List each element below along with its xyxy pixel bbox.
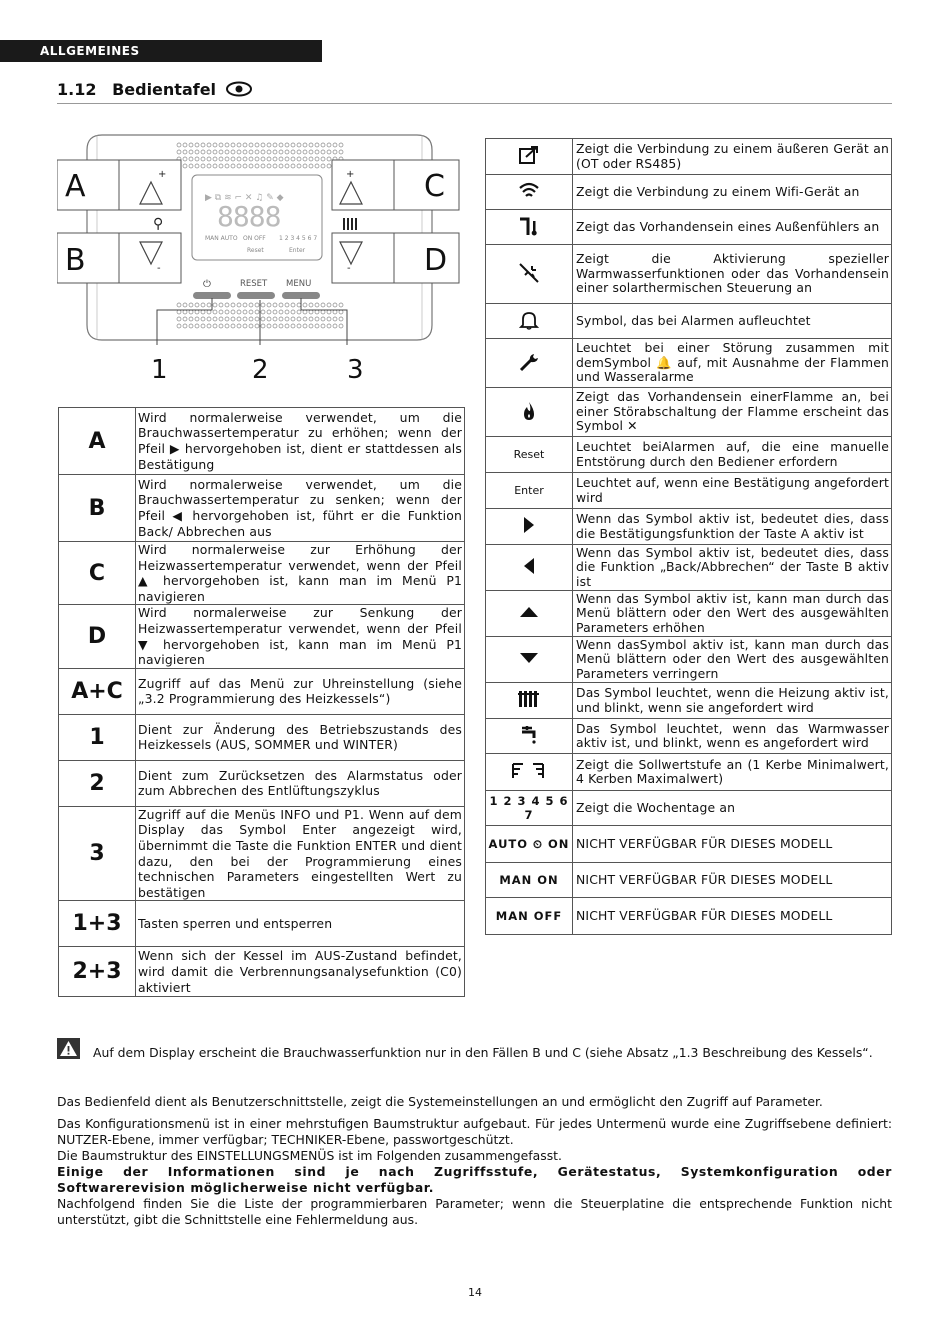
symbol-description: NICHT VERFÜGBAR FÜR DIESES MODELL xyxy=(573,898,892,935)
panel-label-a: A xyxy=(65,169,86,204)
paragraph: Das Konfigurationsmenü ist in einer mehrstufigen Baumstruktur aufgebaut. Für jedes Untermenü wurde eine Zugriffsebene definiert: NUTZER-Ebene, immer verfügbar; TECHNIKER-Ebene, passwortgeschützt. xyxy=(57,1116,892,1147)
symbol-cell xyxy=(486,437,573,473)
table-row xyxy=(59,408,465,475)
table-row xyxy=(486,304,892,339)
key-label: A xyxy=(59,408,136,475)
table-row xyxy=(59,947,465,997)
symbol-description: Wenn das Symbol aktiv ist, bedeutet dies, dass die Funktion „Back/Abbrechen“ der Taste B aktiv ist xyxy=(573,545,892,591)
symbol-cell xyxy=(486,304,573,339)
table-row xyxy=(486,898,892,935)
paragraph: Das Bedienfeld dient als Benutzerschnittstelle, zeigt die Systemeinstellungen an und ermöglicht den Zugriff auf Parameter. xyxy=(57,1094,823,1109)
power-icon: ⏻ xyxy=(203,279,211,290)
table-row xyxy=(486,683,892,719)
arrow-up-icon xyxy=(519,605,539,622)
display-enter-label: Enter xyxy=(289,247,306,254)
symbol-cell xyxy=(486,863,573,898)
reset-button-label: RESET xyxy=(240,279,268,289)
symbol-cell xyxy=(486,683,573,719)
panel-label-d: D xyxy=(424,243,448,278)
plus-sign-right: + xyxy=(346,169,355,180)
symbol-description: Das Symbol leuchtet, wenn das Warmwasser aktiv ist, und blinkt, wenn es angefordert wird xyxy=(573,719,892,754)
key-label: 1 xyxy=(59,714,136,760)
table-row xyxy=(59,806,465,901)
weekdays-icon: 1 2 3 4 5 6 7 xyxy=(489,794,569,822)
enter-icon: Enter xyxy=(514,484,544,497)
symbol-cell xyxy=(486,473,573,509)
key-description: Zugriff auf das Menü zur Uhreinstellung (siehe „3.2 Programmierung des Heizkessels“) xyxy=(136,668,465,714)
symbol-cell xyxy=(486,826,573,863)
symbol-cell xyxy=(486,791,573,826)
table-row xyxy=(486,591,892,637)
setpoint-level-icon xyxy=(511,761,547,784)
symbol-cell xyxy=(486,509,573,545)
key-description: Dient zur Änderung des Betriebszustands des Heizkessels (AUS, SOMMER und WINTER) xyxy=(136,714,465,760)
table-row xyxy=(59,542,465,605)
symbol-cell xyxy=(486,245,573,304)
key-description: Dient zum Zurücksetzen des Alarmstatus oder zum Abbrechen des Entlüftungszyklus xyxy=(136,760,465,806)
table-row xyxy=(486,791,892,826)
key-description: Wird normalerweise verwendet, um die Brauchwassertemperatur zu erhöhen; wenn der Pfeil ▶ hervorgehoben ist, dient er stattdessen als Bestätigung xyxy=(136,408,465,475)
symbol-cell xyxy=(486,898,573,935)
warning-text: Auf dem Display erscheint die Brauchwasserfunktion nur in den Fällen B und C (siehe Absatz „1.3 Beschreibung des Kessels“. xyxy=(93,1045,873,1060)
symbol-table xyxy=(485,138,892,935)
arrow-left-icon xyxy=(522,557,536,578)
paragraph: Nachfolgend finden Sie die Liste der programmierbaren Parameter; wenn die Steuerplatine die entsprechende Funktion nicht unterstützt, gibt die Schnittstelle eine Fehlermeldung aus. xyxy=(57,1196,892,1227)
symbol-cell xyxy=(486,591,573,637)
table-row xyxy=(59,605,465,668)
key-label: 2 xyxy=(59,760,136,806)
reset-icon: Reset xyxy=(513,448,545,461)
key-label: D xyxy=(59,605,136,668)
panel-label-c: C xyxy=(424,169,445,204)
table-row xyxy=(486,754,892,791)
heading-rule xyxy=(57,103,892,104)
symbol-cell xyxy=(486,139,573,175)
display-reset-label: Reset xyxy=(247,247,264,254)
symbol-description: Zeigt das Vorhandensein eines Außenfühlers an xyxy=(573,210,892,245)
symbol-cell xyxy=(486,637,573,683)
page-number: 14 xyxy=(468,1286,482,1299)
table-row xyxy=(486,245,892,304)
bell-icon xyxy=(519,310,539,333)
arrow-down-icon xyxy=(519,651,539,668)
key-description: Zugriff auf die Menüs INFO und P1. Wenn auf dem Display das Symbol Enter angezeigt wird, übernimmt die Taste die Funktion ENTER und dient dazu, den bei der Programmierung eines technischen Parameters eingestellten Wert zu bestätigen xyxy=(136,806,465,901)
symbol-cell xyxy=(486,719,573,754)
arrow-right-icon xyxy=(522,516,536,537)
table-row xyxy=(486,719,892,754)
key-label: C xyxy=(59,542,136,605)
paragraph-bold: Einige der Informationen sind je nach Zugriffsstufe, Gerätestatus, Systemkonfiguration oder Softwarerevision möglicherweise nicht verfügbar. xyxy=(57,1164,892,1195)
chapter-number: 1.12 xyxy=(57,80,97,99)
symbol-description: Leuchtet beiAlarmen auf, die eine manuelle Entstörung durch den Bediener erfordern xyxy=(573,437,892,473)
table-row xyxy=(486,175,892,210)
table-row xyxy=(59,760,465,806)
symbol-cell xyxy=(486,545,573,591)
eye-icon xyxy=(226,81,252,97)
table-row xyxy=(59,668,465,714)
key-function-table xyxy=(58,407,465,997)
symbol-description: Zeigt das Vorhandensein einerFlamme an, bei einer Störabschaltung der Flamme erscheint das Symbol ✕ xyxy=(573,388,892,437)
wifi-icon xyxy=(518,182,540,203)
body-text xyxy=(57,1094,892,1228)
solar-icon xyxy=(518,262,540,287)
power-button[interactable] xyxy=(193,292,231,299)
menu-button[interactable] xyxy=(282,292,320,299)
table-row xyxy=(486,388,892,437)
key-description: Wird normalerweise zur Erhöhung der Heizwassertemperatur verwendet, wenn der Pfeil ▲ hervorgehoben ist, kann man im Menü P1 navigieren xyxy=(136,542,465,605)
table-row xyxy=(486,437,892,473)
control-panel-diagram xyxy=(57,130,467,390)
symbol-description: Wenn das Symbol aktiv ist, kann man durch das Menü blättern oder den Wert des ausgewählten Parameters erhöhen xyxy=(573,591,892,637)
key-label: 3 xyxy=(59,806,136,901)
symbol-description: Leuchtet bei einer Störung zusammen mit demSymbol 🔔 auf, mit Ausnahme der Flammen und Wasseralarme xyxy=(573,339,892,388)
display-onoff-label: ON OFF xyxy=(243,235,266,242)
callout-3: 3 xyxy=(347,355,364,385)
section-header: ALLGEMEINES xyxy=(0,40,322,62)
symbol-cell xyxy=(486,175,573,210)
symbol-description: NICHT VERFÜGBAR FÜR DIESES MODELL xyxy=(573,863,892,898)
key-label: 2+3 xyxy=(59,947,136,997)
plus-sign-left: + xyxy=(158,169,167,180)
panel-label-b: B xyxy=(65,243,86,278)
table-row xyxy=(486,509,892,545)
menu-button-label: MENU xyxy=(286,279,312,289)
key-description: Wird normalerweise zur Senkung der Heizwassertemperatur verwendet, wenn der Pfeil ▼ hervorgehoben ist, kann man im Menü P1 navigieren xyxy=(136,605,465,668)
reset-button[interactable] xyxy=(237,292,275,299)
radiator-icon-panel xyxy=(343,218,357,230)
table-row xyxy=(486,339,892,388)
key-description: Wenn sich der Kessel im AUS-Zustand befindet, wird damit die Verbrennungsanalysefunktion (C0) aktiviert xyxy=(136,947,465,997)
display-days-label: 1 2 3 4 5 6 7 xyxy=(279,235,318,242)
table-row xyxy=(486,637,892,683)
key-description: Tasten sperren und entsperren xyxy=(136,901,465,947)
symbol-description: Symbol, das bei Alarmen aufleuchtet xyxy=(573,304,892,339)
key-label: B xyxy=(59,475,136,542)
symbol-description: NICHT VERFÜGBAR FÜR DIESES MODELL xyxy=(573,826,892,863)
tap-icon xyxy=(519,724,539,749)
warning-icon xyxy=(57,1038,80,1059)
symbol-description: Zeigt die Wochentage an xyxy=(573,791,892,826)
external-device-icon xyxy=(518,145,540,168)
man-on-icon: MAN ON xyxy=(499,873,559,887)
symbol-description: Zeigt die Sollwertstufe an (1 Kerbe Minimalwert, 4 Kerben Maximalwert) xyxy=(573,754,892,791)
auto-on-icon: AUTO ⏲ ON xyxy=(488,836,570,851)
outdoor-sensor-icon xyxy=(518,215,540,240)
table-row xyxy=(486,139,892,175)
table-row xyxy=(59,901,465,947)
symbol-description: Das Symbol leuchtet, wenn die Heizung aktiv ist, und blinkt, wenn sie angefordert wird xyxy=(573,683,892,719)
table-row xyxy=(59,714,465,760)
minus-sign-left: - xyxy=(157,263,161,274)
symbol-description: Wenn dasSymbol aktiv ist, kann man durch das Menü blättern oder den Wert des ausgewählten Parameters verringern xyxy=(573,637,892,683)
table-row xyxy=(59,475,465,542)
symbol-cell xyxy=(486,754,573,791)
flame-icon xyxy=(522,401,536,424)
wrench-icon xyxy=(518,352,540,375)
table-row xyxy=(486,473,892,509)
key-label: 1+3 xyxy=(59,901,136,947)
table-row xyxy=(486,210,892,245)
symbol-description: Wenn das Symbol aktiv ist, bedeutet dies, dass die Bestätigungsfunktion der Taste A aktiv ist xyxy=(573,509,892,545)
callout-1: 1 xyxy=(151,355,168,385)
symbol-description: Zeigt die Verbindung zu einem äußeren Gerät an (OT oder RS485) xyxy=(573,139,892,175)
tap-icon-panel: ⚲ xyxy=(153,216,164,232)
display-mode-label: MAN AUTO xyxy=(205,235,238,242)
symbol-description: Zeigt die Aktivierung spezieller Warmwasserfunktionen oder das Vorhandensein einer solarthermischen Steuerung an xyxy=(573,245,892,304)
callout-2: 2 xyxy=(252,355,269,385)
key-label: A+C xyxy=(59,668,136,714)
table-row xyxy=(486,863,892,898)
table-row xyxy=(486,545,892,591)
symbol-description: Zeigt die Verbindung zu einem Wifi-Gerät an xyxy=(573,175,892,210)
minus-sign-right: - xyxy=(347,263,351,274)
man-off-icon: MAN OFF xyxy=(495,909,563,923)
svg-text:▶ ⧉ ≋ ⌐ ✕ ♫ ✎ ◆: ▶ ⧉ ≋ ⌐ ✕ ♫ ✎ ◆ xyxy=(205,193,284,203)
paragraph: Die Baumstruktur des EINSTELLUNGSMENÜS ist im Folgenden zusammengefasst. xyxy=(57,1148,562,1163)
table-row xyxy=(486,826,892,863)
symbol-description: Leuchtet auf, wenn eine Bestätigung angefordert wird xyxy=(573,473,892,509)
key-description: Wird normalerweise verwendet, um die Brauchwassertemperatur zu senken; wenn der Pfeil ◀ hervorgehoben ist, führt er die Funktion Back/ Abbrechen aus xyxy=(136,475,465,542)
svg-text:8888: 8888 xyxy=(217,200,281,233)
radiator-icon xyxy=(517,689,541,712)
chapter-title: Bedientafel xyxy=(112,80,217,99)
chapter-heading xyxy=(57,80,252,99)
symbol-cell xyxy=(486,210,573,245)
symbol-cell xyxy=(486,339,573,388)
symbol-cell xyxy=(486,388,573,437)
